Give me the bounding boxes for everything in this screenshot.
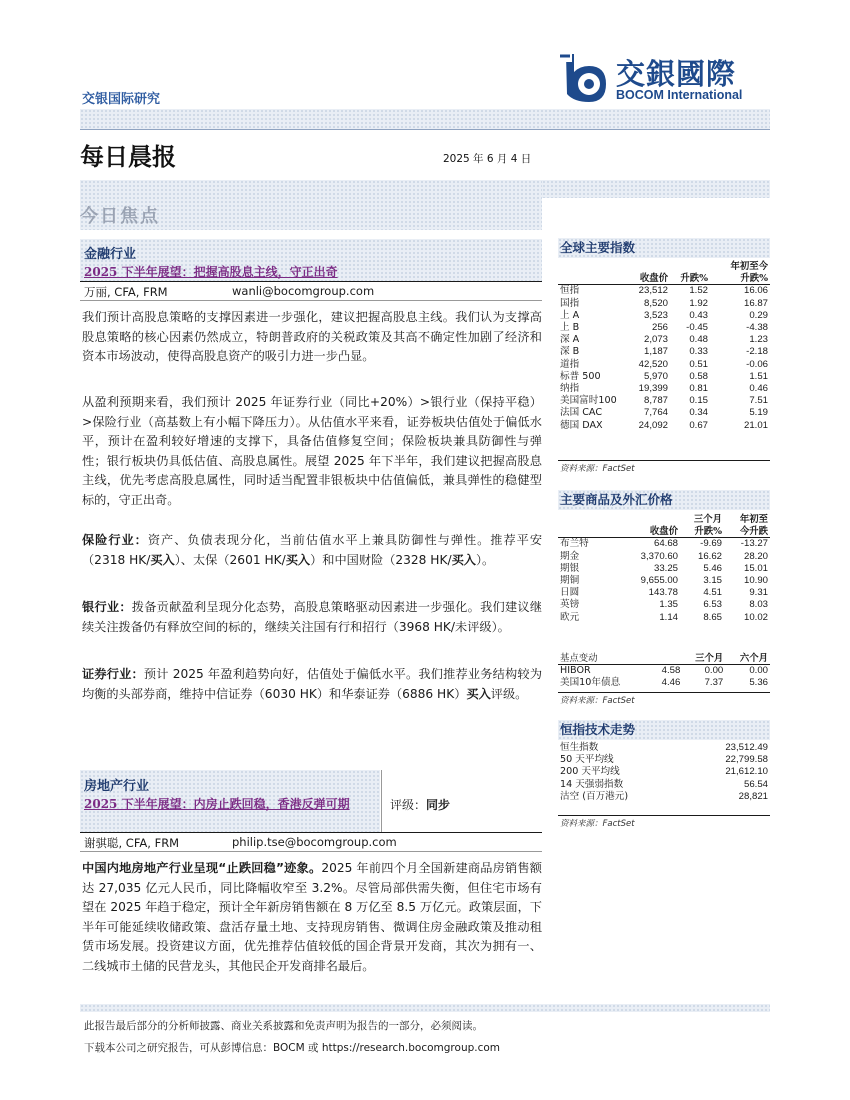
hsi-tech-row [558,754,770,766]
prop-rating [390,796,450,813]
company-logo [556,50,771,106]
fin-analyst-rule [80,300,542,301]
prop-rating-value: 同步 [426,798,451,812]
hsi-tech-value: 21,612.10 [725,766,768,778]
index-ytd: 21.01 [743,419,768,431]
index-row [558,322,770,334]
hsi-tech-name: 恒生指数 [560,742,599,753]
index-name: 德国 DAX [560,419,603,431]
commodity-close: 1.14 [659,611,678,623]
footer-download[interactable]: 下载本公司之研究报告，可从彭博信息：BOCM 或 https://research.bocomgroup.com [84,1042,501,1054]
securities-lead: 证券行业： [82,667,144,681]
commodity-ytd: 15.01 [743,562,768,574]
commodity-name: 期金 [560,550,580,562]
index-close: 24,092 [638,419,668,431]
commodity-ytd: 9.31 [749,587,768,599]
index-row [558,334,770,346]
indices-bottom-rule [558,460,770,461]
commodity-row [558,538,770,551]
hsi-tech-name: 50 天平均线 [560,754,614,766]
commodity-row [558,551,770,563]
hsi-bottom-rule [558,815,770,816]
index-row [558,298,770,310]
indices-table [558,260,770,432]
hsi-tech-title: 恒指技术走势 [558,720,770,740]
index-close: 3,523 [643,309,668,321]
prop-headline: 2025 下半年展望：内房止跌回稳，香港反弹可期 [84,797,350,811]
hsi-tech-row [558,791,770,803]
header-rule [80,129,770,130]
index-change: 1.92 [689,297,708,309]
col-ytd-2: 升跌% [740,272,768,284]
prop-text: 2025 年前四个月全国新建商品房销售额达 27,035 亿元人民币，同比降幅收窄至 3.2%。尽管局部供需失衡，但住宅市场有望在 2025 年趋于稳定，预计全年新房销售额在 8 万亿至 8.5 万亿元。政策层面，下半年可能延续收储政策、盘活存量土地、支持现房销售、微调住房金融政策及推动租赁市场发展。投资建议方面，优先推荐估值较低的国企背景开发商，其次为拥有一、二线城市土储的民营龙头，其他民企开发商排名最后。 [82,861,542,973]
fin-sector-title: 金融行业 [84,247,137,262]
focus-title: 今日焦点 [80,206,160,227]
insurance-text-d: ）和中国财险（2328 HK/ [310,552,452,567]
index-name: 国指 [560,297,580,309]
prop-rating-divider [381,770,382,832]
col-ytd-1: 年初至今 [730,260,768,272]
rating-buy: 买入 [451,552,476,567]
securities-text-c: 评级。 [490,686,528,701]
commodity-row [558,612,770,624]
indices-header-row [558,260,770,272]
index-row [558,383,770,395]
index-close: 42,520 [638,358,668,370]
commodities-table [558,513,770,624]
insurance-lead: 保险行业： [82,533,148,547]
brand-label: 交银国际研究 [82,92,161,107]
report-title: 每日晨报 [80,142,176,171]
index-change: -0.45 [686,321,708,333]
prop-sector-title: 房地产行业 [84,779,150,794]
col-ytd-2: 今升跌 [739,525,768,537]
insurance-text-c: ）、太保（2601 HK/ [174,552,286,567]
hsi-tech-row [558,742,770,754]
commodity-close: 1.35 [659,599,678,611]
commodity-3m: 5.46 [703,562,722,574]
rate-name: HIBOR [560,665,591,677]
logo-en-text: BOCOM International [616,88,743,102]
index-row [558,407,770,419]
commodity-ytd: 28.20 [743,550,768,562]
index-change: 0.67 [689,419,708,431]
index-ytd: 1.51 [749,370,768,382]
index-name: 上 A [560,309,580,321]
indices-source: 资料来源：FactSet [560,464,635,474]
col-close: 收盘价 [639,272,668,284]
fin-paragraph-securities [82,665,542,704]
col-6m: 六个月 [739,652,768,664]
index-change: 0.43 [689,309,708,321]
report-date: 2025 年 6 月 4 日 [443,153,532,165]
rate-row [558,665,770,678]
rate-row [558,677,770,689]
logo-cn-text: 交銀國際 [616,57,737,91]
index-ytd: -0.06 [746,358,768,370]
index-ytd: 16.87 [743,297,768,309]
hsi-tech-name: 14 天强弱指数 [560,778,624,790]
commodity-name: 期铜 [560,574,580,586]
index-change: 0.48 [689,334,708,346]
index-close: 8,520 [643,297,668,309]
index-change: 0.34 [689,407,708,419]
index-row [558,359,770,371]
index-close: 19,399 [638,383,668,394]
index-row [558,371,770,383]
col-chg: 升跌% [680,272,708,284]
index-close: 1,187 [643,346,668,358]
index-change: 0.51 [689,358,708,370]
fin-paragraph-banks [82,598,542,637]
commodity-ytd: -13.27 [740,538,768,550]
prop-paragraph-1 [82,859,542,977]
focus-band-right [542,180,770,198]
index-row [558,395,770,407]
commodities-title: 主要商品及外汇价格 [558,490,770,510]
fin-paragraph-1: 我们预计高股息策略的支撑因素进一步强化，建议把握高股息主线。我们认为支撑高股息策略的核心因素仍然成立，特朗普政府的关税政策及其高不确定性加剧了经济和资本市场波动，使得高股息资产的吸引力进一步凸显。 [82,310,542,364]
commodity-name: 期银 [560,562,580,574]
fin-header-rule [80,281,542,282]
rates-label: 基点变动 [560,652,598,664]
fin-paragraph-2: 从盈利预期来看，我们预计 2025 年证券行业（同比+20%）>银行业（保持平稳）>保险行业（高基数上有小幅下降压力）。从估值水平来看，证券板块估值处于偏低水平，预计在盈利较好增速的支撑下，具备估值修复空间；保险板块兼具防御性与弹性；银行板块仍具低估值、高股息属性。展望 2025 年下半年，我们建议把握高股息主线，优先考虑高股息属性，同时适当配置非银板块中估值偏低，兼具弹性的稳健型标的，守正出奇。 [82,395,542,507]
rating-buy: 买入 [150,552,175,567]
commodities-bottom-rule [558,692,770,693]
commodity-3m: 8.65 [703,611,722,623]
index-row [558,310,770,322]
index-ytd: -4.38 [746,321,768,333]
banks-text: 拨备贡献盈利呈现分化态势，高股息策略驱动因素进一步强化。我们建议继续关注拨备仍有释放空间的标的，继续关注国有行和招行（3968 HK/未评级）。 [82,600,543,634]
commodity-row [558,599,770,611]
commodity-3m: 4.51 [703,587,722,599]
index-ytd: 16.06 [743,285,768,297]
rate-6m: 5.36 [749,677,768,689]
securities-text-a: 预计 2025 年盈利趋势向好，估值处于偏低水平。我们推荐业务结构较为均衡的头部券商，维持中信证券（6030 HK）和华泰证券（6886 HK） [82,667,543,701]
commodity-ytd: 8.03 [749,599,768,611]
index-close: 256 [651,321,668,333]
rate-3m: 0.00 [704,665,724,677]
index-ytd: 0.29 [749,309,768,321]
rating-buy: 买入 [466,686,491,701]
commodity-name: 英镑 [560,599,580,611]
rates-table [558,652,770,690]
fin-analyst: 万丽, CFA, FRM [84,285,168,299]
commodity-row [558,575,770,587]
index-change: 0.33 [689,346,708,358]
prop-analyst: 谢骐聪, CFA, FRM [84,836,180,850]
hsi-tech-value: 28,821 [738,790,768,802]
commodity-close: 33.25 [653,562,678,574]
rate-close: 4.46 [661,677,681,689]
index-name: 上 B [560,321,580,333]
footer-disclaimer: 此报告最后部分的分析师披露、商业关系披露和免责声明为报告的一部分，必须阅读。 [84,1020,483,1032]
index-name: 纳指 [560,383,580,394]
hsi-tech-value: 22,799.58 [725,754,768,766]
index-name: 深 B [560,346,580,358]
insurance-text-e: ）。 [475,552,495,567]
commodities-header-row-2 [558,525,770,538]
footer-band [80,1004,770,1012]
index-change: 1.52 [689,285,708,297]
rate-3m: 7.37 [704,677,724,689]
fin-paragraph-insurance [82,531,542,570]
commodity-close: 9,655.00 [640,574,678,586]
rate-name: 美国10年债息 [560,677,621,689]
index-ytd: -2.18 [746,346,768,358]
index-ytd: 1.23 [749,334,768,346]
commodity-row [558,587,770,599]
hsi-tech-name: 200 天平均线 [560,766,620,778]
hsi-tech-table [558,742,770,803]
indices-title: 全球主要指数 [558,238,770,258]
logo-mark-icon [556,50,618,106]
prop-email[interactable]: philip.tse@bocomgroup.com [232,835,397,849]
commodity-3m: 6.53 [703,599,722,611]
index-ytd: 0.46 [749,383,768,394]
rates-header-row [558,652,770,665]
prop-rating-label: 评级： [390,798,427,812]
commodity-ytd: 10.90 [743,574,768,586]
header-band-top [80,109,770,129]
prop-header-rule [80,832,542,833]
commodity-3m: 16.62 [697,550,722,562]
index-close: 23,512 [638,285,668,297]
index-change: 0.15 [689,395,708,407]
index-name: 恒指 [560,285,580,297]
commodity-3m: -9.69 [700,538,722,550]
index-change: 0.81 [689,383,708,394]
hsi-tech-value: 56.54 [743,778,768,790]
rating-buy: 买入 [285,552,311,567]
index-name: 美国富时100 [560,395,617,407]
index-name: 深 A [560,334,580,346]
commodities-header-row [558,513,770,525]
commodities-source: 资料来源：FactSet [560,696,635,706]
index-name: 道指 [560,358,580,370]
hsi-tech-name: 沽空 (百万港元) [560,790,629,802]
commodity-close: 3,370.60 [640,550,678,562]
index-ytd: 7.51 [749,395,768,407]
commodity-3m: 3.15 [703,574,722,586]
prop-analyst-rule [80,851,542,852]
index-row [558,420,770,432]
index-close: 7,764 [643,407,668,419]
hsi-tech-row [558,779,770,791]
hsi-tech-value: 23,512.49 [725,742,768,753]
col-3m: 三个月 [695,652,724,664]
hsi-tech-row [558,766,770,778]
commodity-ytd: 10.02 [743,611,768,623]
fin-email[interactable]: wanli@bocomgroup.com [232,284,375,298]
rate-6m: 0.00 [749,665,768,677]
commodity-row [558,563,770,575]
col-3m-1: 三个月 [693,513,722,525]
hsi-source: 资料来源：FactSet [560,819,635,829]
col-ytd-1: 年初至 [739,513,768,525]
index-close: 8,787 [643,395,668,407]
col-3m-2: 升跌% [694,525,722,537]
indices-header-row-2 [558,272,770,285]
commodity-name: 日圆 [560,587,580,599]
index-close: 2,073 [643,334,668,346]
commodity-close: 143.78 [648,587,678,599]
index-close: 5,970 [643,370,668,382]
index-name: 标普 500 [560,370,601,382]
index-row [558,346,770,358]
fin-headline: 2025 下半年展望：把握高股息主线，守正出奇 [84,265,338,279]
index-name: 法国 CAC [560,407,603,419]
col-close: 收盘价 [649,525,678,537]
rate-close: 4.58 [661,665,681,677]
commodity-name: 欧元 [560,611,580,623]
banks-lead: 银行业： [82,600,132,614]
index-row [558,285,770,298]
index-change: 0.58 [689,370,708,382]
commodity-close: 64.68 [653,538,678,550]
insurance-text-a: 资产、负债表现分化，当前估值水平上兼具防御性与弹性。推荐平安（2318 HK/ [82,533,543,567]
commodity-name: 布兰特 [560,538,589,550]
index-ytd: 5.19 [749,407,768,419]
prop-lead: 中国内地房地产行业呈现“止跌回稳”迹象。 [82,861,322,875]
